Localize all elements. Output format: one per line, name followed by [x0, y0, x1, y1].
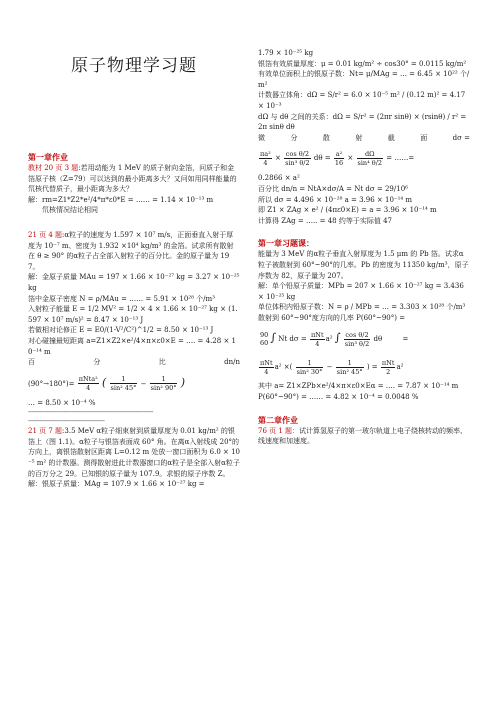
eq-den: sin⁴ θ/2	[357, 158, 383, 167]
limit-hi: 90	[260, 331, 269, 340]
solution-line: 所以 dσ = 4.496 × 10⁻²⁸ a = 3.96 × 10⁻¹⁴ m	[258, 195, 413, 204]
dtheta: dθ =	[313, 154, 331, 163]
eq-num: πNt	[260, 358, 273, 367]
eq-den: sin² 45°	[336, 367, 363, 376]
solution-line: 单位体积内铅原子数：N = ρ / MPb = … = 3.303 × 10²⁸ 个/m³	[258, 303, 466, 312]
eq-den: 4	[86, 384, 91, 393]
eq-num: πNt	[311, 330, 324, 339]
times-sign: ×	[275, 154, 281, 163]
solution-line: 散射到 60°~90°度方向的几率 P(60°~90°) =	[258, 313, 406, 322]
word: 截	[387, 133, 395, 142]
problem-3	[28, 163, 240, 195]
eq-a2: a²	[325, 335, 333, 344]
eq-fraction	[259, 150, 272, 167]
integral-sign: ∫	[270, 331, 277, 345]
eq-den: sin² 90°	[150, 384, 177, 393]
eq-num: πNt	[381, 358, 395, 367]
eq-num: 1	[110, 375, 138, 384]
eq-num: 1	[336, 359, 364, 368]
paren-close: )	[180, 375, 185, 389]
eq-fraction	[259, 359, 274, 376]
integral-sign: ∫	[334, 331, 341, 345]
eq-tail: = ……=	[386, 154, 415, 163]
problem-4	[28, 230, 240, 272]
problem-ref: 21 页 7 题:	[28, 427, 65, 436]
word: 微	[258, 133, 265, 142]
note-line: 氘核情况结论相同	[42, 206, 98, 215]
problem-1	[258, 426, 470, 447]
word: 散	[322, 133, 330, 142]
solution-line: 对心碰撞最短距离 a=Z1×Z2×e²/4×π×ε0×E = …. = 4.28 × 10⁻¹⁴ m	[28, 336, 236, 356]
result-equation	[258, 353, 470, 381]
percent-label-line	[28, 357, 240, 368]
problem-text: 试计算氢原子的第一玻尔轨道上电子绕核转动的频率、线速度和加速度。	[258, 426, 468, 446]
word: 分	[290, 133, 298, 142]
solution-line: 即 Z1 × ZAg × e² / (4πε0×E) = a = 3.96 × 10⁻¹⁴ m	[258, 206, 437, 215]
solution-line: 百分比 dn/n = NtA×dσ/A = Nt dσ = 29/10⁶	[258, 184, 408, 193]
eq-den: 2	[386, 367, 391, 376]
eq-fraction	[381, 359, 396, 376]
left-column	[28, 0, 240, 490]
dtheta: dθ	[373, 335, 383, 344]
problem-text: α粒子的速度为 1.597 × 10⁷ m/s，正面垂直入射于厚度为 10⁻⁷ m、密度为 1.932 ×10⁴ kg/m³ 的金箔。试求所有散射在 θ ≥ 90° 的α粒子占全部入射粒子的百分比。金的原子量为 197。	[28, 230, 234, 271]
problem-ref: 21 页 4 题:	[28, 230, 65, 239]
section-chapter1-exercise: 第一章习题课：	[258, 238, 314, 249]
solution-line: 有效单位面积上的银原子数：Nt= μ/MAg = … = 6.45 × 10²² 个/m²	[258, 70, 470, 89]
eq-num: πa²	[260, 149, 271, 158]
eq-num: 1	[296, 359, 324, 368]
solution-line: 0.2866 × a²	[258, 174, 300, 183]
divider: -------------------------------------------------------------------	[28, 408, 153, 417]
right-column	[258, 48, 470, 447]
solution-line: 银箔有效质量厚度：μ = 0.01 kg/m² ÷ cos30° = 0.0115 kg/m²	[258, 59, 467, 68]
eq-fraction	[310, 331, 325, 348]
solution-line: 计数器立体角：dΩ = S/r² = 6.0 × 10⁻⁵ m² / (0.12 m)² = 4.17 × 10⁻³	[258, 91, 466, 110]
page-title: 原子物理学习题	[71, 56, 197, 76]
eq-den: sin² 45°	[110, 384, 137, 393]
eq-fraction	[334, 150, 344, 167]
eq-den: 4	[263, 158, 268, 167]
word: 百	[28, 358, 35, 367]
minus-sign: −	[140, 379, 147, 388]
divider: -----------------------------------------	[28, 417, 105, 426]
eq-num: cos θ/2	[345, 330, 369, 339]
problem-ref: 教材 20 页 3 题:	[28, 164, 81, 172]
eq-den: 16	[334, 158, 344, 167]
eq-den: sin³ θ/2	[344, 339, 370, 348]
percent-equation	[28, 368, 240, 398]
solution-line: 解：rm=Z1*Z2*e²/4*π*ε0*E = …… = 1.14 × 10⁻¹³ m	[28, 195, 214, 204]
word: 比	[158, 358, 166, 367]
minus-sign: −	[326, 363, 333, 372]
solution-line: 解：单个铅原子质量：MPb = 207 × 1.66 × 10⁻²⁷ kg = 3.436 × 10⁻²⁵ kg	[258, 282, 464, 301]
problem-7	[28, 426, 240, 479]
eq-den: sin² 30°	[296, 367, 323, 376]
times-sign: ×	[347, 154, 354, 163]
solution-line: dΩ 与 dθ 之间的关系：dΩ = S/r² = (2πr sinθ) × (rsinθ) / r² = 2π sinθ dθ	[258, 112, 467, 132]
eq-fraction	[284, 150, 311, 167]
eq-den: 4	[315, 339, 320, 348]
eq-fraction	[110, 375, 138, 392]
problem-text: 若用动能为 1 MeV 的质子射向金箔，问质子和金箔原子核（Z=79）可以达到的最小距离多大？又问如用同样能量的氘核代替质子，最小距离为多大？	[28, 164, 237, 194]
solution-line: 箔中金原子密度 N = ρ/MAu = …… = 5.91 × 10²⁸ 个/m³	[28, 294, 215, 303]
solution-line: 其中 a= Z1×ZPb×e²/4×π×ε0×Eα = …. = 7.87 × 10⁻¹⁴ m	[258, 382, 459, 391]
solution-line: 若做相对论修正 E = E0/(1-V²/C²)^1/2 = 8.50 × 10⁻¹³ J	[28, 326, 214, 335]
eq-num: 1	[150, 375, 178, 384]
result-line: … = 8.50 × 10⁻⁴ %	[28, 398, 96, 407]
limit-lo: 60	[260, 339, 269, 348]
eq-fraction	[78, 375, 99, 392]
equals: =	[371, 363, 378, 372]
eq-fraction	[336, 359, 364, 376]
problem-ref: 76 页 1 题：	[258, 426, 300, 435]
eq-a2: a²	[396, 363, 404, 372]
section-chapter1-homework: 第一章作业	[28, 152, 68, 162]
eq-a2: a²	[274, 363, 282, 372]
problem-text: 3.5 MeV α粒子细束射到质量厚度为 0.01 kg/m² 的银箔上（图 1.1)。α粒子与银箔表面成 60° 角。在离α入射线成 20°的方向上，离银箔散射区距离 L=0.12 m 处放一窗口面积为 6.0 × 10⁻⁵ m² 的计数器。测得散射进此计数器窗口的α粒子是全部入射α粒子的百万分之 29。已知银的原子量为 107.9。求银的原子序数 Z。	[28, 427, 240, 478]
solution-line: 解：银原子质量：MAg = 107.9 × 1.66 × 10⁻²⁷ kg =	[28, 480, 205, 489]
section-chapter2-homework: 第二章作业	[258, 414, 298, 425]
word: 射	[355, 133, 363, 142]
paren-open: (	[102, 375, 107, 389]
eq-fraction	[296, 359, 324, 376]
problem-text: 能量为 3 MeV 的α粒子垂直入射厚度为 1.5 μm 的 Pb 箔。试求α粒子被散射到 60°~90°的几率。Pb 的密度为 11350 kg/m³，原子序数为 82，原子量为 207。	[258, 250, 469, 280]
solution-line: 1.79 × 10⁻²⁵ kg	[258, 49, 314, 57]
eq-num: πNta²	[78, 375, 98, 384]
word: 面	[420, 133, 428, 142]
solution-line: 解：金原子质量 MAu = 197 × 1.66 × 10⁻²⁷ kg = 3.27 × 10⁻²⁵ kg	[28, 273, 240, 292]
paren-close: )	[366, 363, 370, 372]
word: dn/n	[224, 358, 240, 367]
eq-fraction	[344, 331, 371, 348]
equals: =	[402, 335, 409, 344]
eq-num: a²	[335, 149, 343, 158]
eq-den: sin³ θ/2	[285, 158, 310, 167]
integral-equation	[258, 323, 470, 353]
eq-fraction	[357, 150, 384, 167]
cross-section-label-line	[258, 133, 470, 144]
word: dσ =	[452, 133, 470, 142]
integrand: Nt dσ =	[278, 335, 307, 344]
eq-fraction	[150, 375, 178, 392]
solution-line: 计算得 ZAg = ….. = 48 约等于实际值 47	[258, 216, 392, 225]
result-line: P(60°~90°) = …… = 4.82 × 10⁻⁴ = 0.0048 %	[258, 393, 419, 402]
integral-limits	[259, 331, 269, 347]
solution-line: 入射粒子能量 E = 1/2 MV² = 1/2 × 4 × 1.66 × 10⁻²⁷ kg × (1.597 × 10⁷ m/s)² = 8.47 × 10⁻¹³ J	[28, 305, 238, 324]
cross-section-equation	[258, 143, 470, 173]
eq-lhs: (90°→180°)=	[28, 379, 75, 388]
paren-open: ×(	[283, 363, 293, 372]
eq-den: 4	[264, 367, 269, 376]
eq-num: dΩ	[357, 150, 384, 159]
eq-num: cos θ/2	[285, 149, 309, 158]
word: 分	[93, 358, 101, 367]
